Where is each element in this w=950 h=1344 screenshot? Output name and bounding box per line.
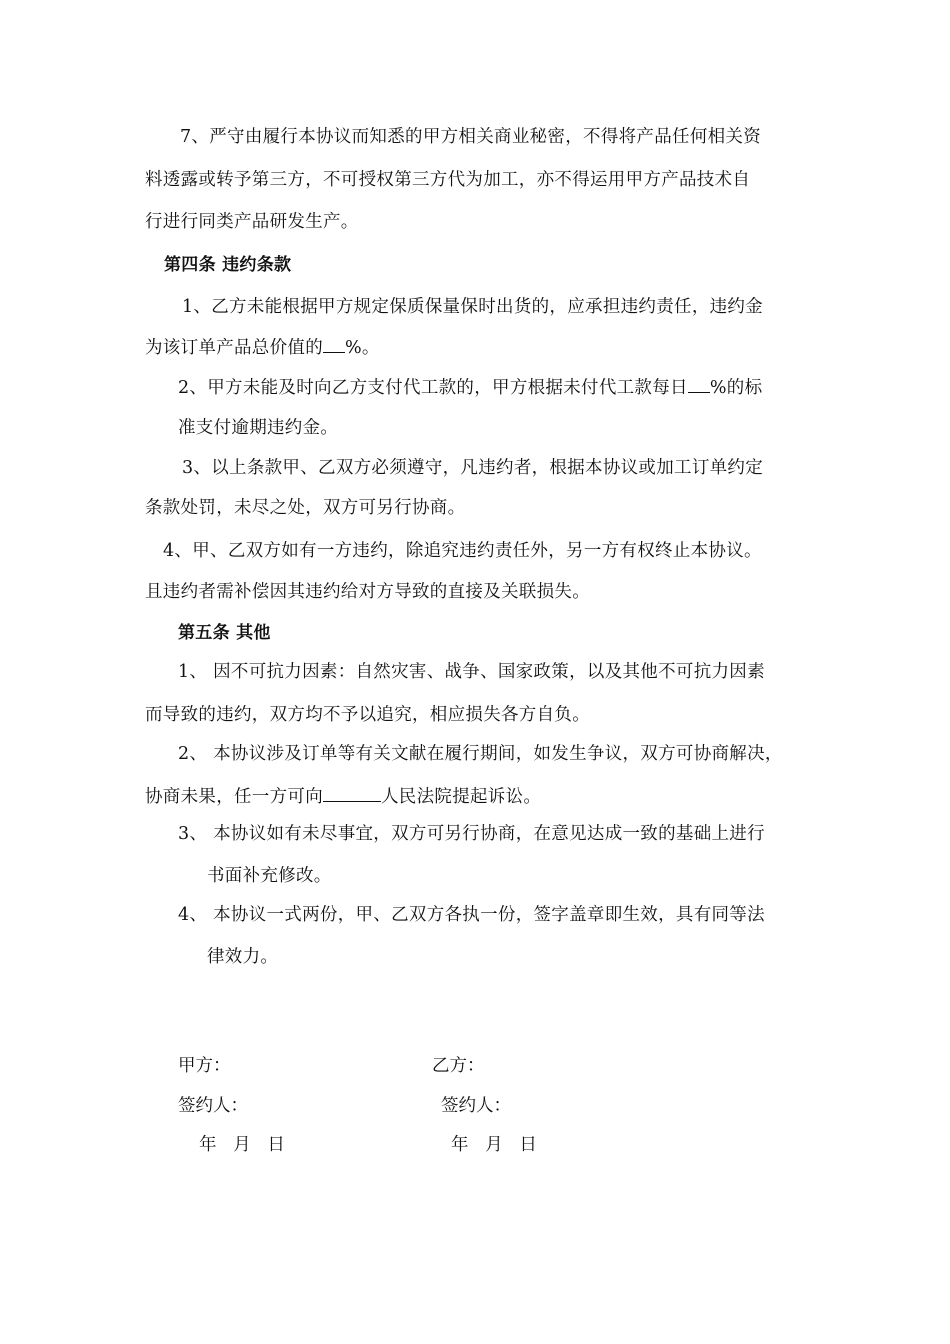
clause3-item7-line2: 料透露或转予第三方，不可授权第三方代为加工，亦不得运用甲方产品技术自: [145, 170, 751, 190]
date-a: 年 月 日: [199, 1135, 285, 1155]
clause4-item1-line1: 1、乙方未能根据甲方规定保质保量保时出货的，应承担违约责任，违约金: [182, 297, 764, 317]
clause4-item2-line1-post: %的标: [709, 378, 763, 398]
clause5-item1-line1: 1、 因不可抗力因素：自然灾害、战争、国家政策，以及其他不可抗力因素: [178, 662, 765, 682]
clause4-item1-line2: [145, 334, 380, 360]
clause4-item2-line2: 准支付逾期违约金。: [178, 418, 339, 438]
fill-in-blank: [323, 334, 345, 353]
clause4-item2-line1-pre: 2、甲方未能及时向乙方支付代工款的，甲方根据未付代工款每日: [178, 378, 688, 398]
party-b-label: 乙方：: [432, 1056, 485, 1076]
clause5-item2-line1: 2、 本协议涉及订单等有关文献在履行期间，如发生争议，双方可协商解决，: [178, 744, 783, 764]
signer-a-label: 签约人：: [178, 1096, 248, 1116]
clause5-item2-line2-post: 人民法院提起诉讼。: [381, 787, 542, 807]
clause5-item2-line2-pre: 协商未果，任一方可向: [145, 787, 323, 807]
clause3-item7-line3: 行进行同类产品研发生产。: [145, 212, 359, 232]
clause4-item2-line1: [178, 374, 762, 400]
clause4-item3-line1: 3、以上条款甲、乙双方必须遵守，凡违约者，根据本协议或加工订单约定: [182, 458, 764, 478]
clause5-item3-line1: 3、 本协议如有未尽事宜，双方可另行协商，在意见达成一致的基础上进行: [178, 824, 765, 844]
clause4-heading: 第四条 违约条款: [164, 255, 292, 275]
date-b: 年 月 日: [451, 1135, 537, 1155]
fill-in-blank: [688, 374, 710, 393]
clause5-item4-line2: 律效力。: [207, 947, 279, 967]
clause4-item4-line2: 且违约者需补偿因其违约给对方导致的直接及关联损失。: [145, 582, 590, 602]
fill-in-blank: [323, 783, 381, 802]
clause4-item1-line2-pre: 为该订单产品总价值的: [145, 338, 323, 358]
clause4-item3-line2: 条款处罚，未尽之处，双方可另行协商。: [145, 498, 466, 518]
clause4-item4-line1: 4、甲、乙双方如有一方违约，除追究违约责任外，另一方有权终止本协议。: [163, 541, 762, 561]
clause5-item1-line2: 而导致的违约，双方均不予以追究，相应损失各方自负。: [145, 705, 590, 725]
clause3-item7-line1: 7、严守由履行本协议而知悉的甲方相关商业秘密，不得将产品任何相关资: [180, 127, 762, 147]
clause5-heading: 第五条 其他: [178, 623, 271, 643]
clause5-item2-line2: [145, 783, 541, 809]
clause4-item1-line2-post: %。: [345, 338, 380, 358]
clause5-item4-line1: 4、 本协议一式两份，甲、乙双方各执一份，签字盖章即生效，具有同等法: [178, 905, 765, 925]
party-a-label: 甲方：: [178, 1056, 231, 1076]
clause5-item3-line2: 书面补充修改。: [207, 866, 332, 886]
signer-b-label: 签约人：: [441, 1096, 511, 1116]
